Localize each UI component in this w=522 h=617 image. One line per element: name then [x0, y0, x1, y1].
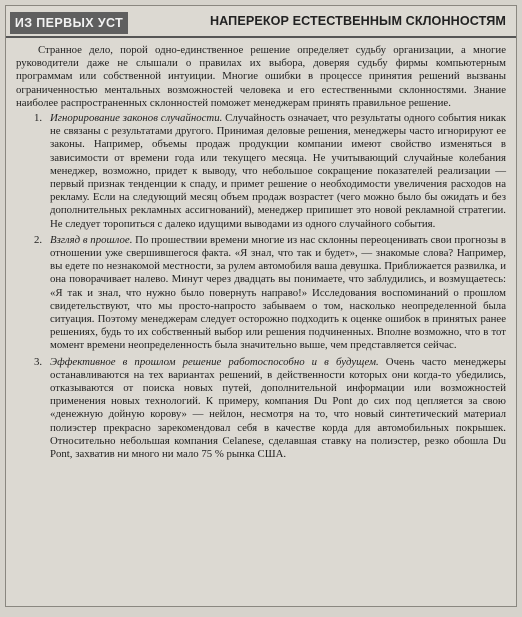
item-text: Очень часто менеджеры останавливаются на тех вариантах решений, в действенности которых они когда-то убедились, отказываются от поиска новых путей, дополнительной информации или возможностей применения новых технологий. К примеру, компания Du Pont до сих под цепляется за свою «денежную дойную корову» — нейлон, несмотря на то, что новый синтетический материал полиэстер прекрасно зарекомендовал себя в качестве корда для автомобильных покрышек. Относительно небольшая компания Celanese, сделавшая ставку на полиэстер, резко обошла Du Pont, захватив ни много ни мало 75 % рынка США. — [50, 355, 506, 461]
item-text: По прошествии времени многие из нас склонны переоценивать свои прогнозы в отношении уже свершившегося факта. «Я знал, что так и будет», — знакомые слова? Например, вы едете по незнакомой местности, за рулем автомобиля ваша девушка. Приближается развилка, и она поворачивает налево. Минут через двадцать вы понимаете, что заблудились, и возмущаетесь: «Я так и знал, что нужно было повернуть направо!» Исследования воспоминаний о прошлом свидетельствуют, что мы просто-напросто забываем о том, насколько неопределенной была ситуация. Поэтому менеджерам следует осторожно подходить к оценке ошибок в принятых ранее решениях, будь то их собственный выбор или решения подчиненных. Вполне возможно, что в тот момент времени неопределенность была значительно выше, чем представляется сейчас. — [50, 233, 506, 352]
sidebar-title: НАПЕРЕКОР ЕСТЕСТВЕННЫМ СКЛОННОСТЯМ — [209, 14, 506, 28]
list-item — [16, 112, 506, 231]
item-heading: Игнорирование законов случайности. — [50, 112, 223, 125]
intro-paragraph: Странное дело, порой одно-единственное решение определяет судьбу организации, а многие руководители даже не слышали о правилах их выбора, доверяя судьбу фирмы компьютерным программам или собственной интуиции. Многие ошибки в процессе принятия решений вызваны ограниченностью ментальных возможностей человека и его естественными склонностями. Знание наиболее распространенных склонностей поможет менеджерам принять правильное решение. — [16, 44, 506, 109]
item-number: 2. — [34, 233, 43, 246]
tendency-list — [16, 112, 506, 461]
item-number: 1. — [34, 112, 43, 125]
list-item — [16, 356, 506, 462]
sidebar-header — [6, 6, 516, 38]
section-tag: ИЗ ПЕРВЫХ УСТ — [10, 12, 128, 34]
item-number: 3. — [34, 355, 43, 368]
item-heading: Эффективное в прошлом решение работоспособно и в будущем. — [50, 355, 379, 368]
item-heading: Взгляд в прошлое. — [50, 233, 133, 246]
page — [5, 5, 517, 607]
list-item — [16, 234, 506, 353]
sidebar-body — [6, 38, 516, 461]
item-text: Случайность означает, что результаты одного события никак не связаны с результатами другого. Принимая деловые решения, менеджеры часто игнорируют ее законы. Например, объемы продаж продукции компании имеют свойство изменяться в зависимости от времени года или текущего месяца. Не учитывающий случайные колебания менеджер, возможно, придет к выводу, что небольшое сокращение показателей реализации — первый признак тенденции к спаду, и примет решение о необходимости увеличения расходов на рекламу. Если на следующий месяц объем продаж возрастет (чего можно было бы ожидать и без дополнительных рекламных ассигнований), менеджер припишет это новой рекламной стратегии. Не следует торопиться с далеко идущими выводами из одного случайного события. — [50, 112, 506, 230]
